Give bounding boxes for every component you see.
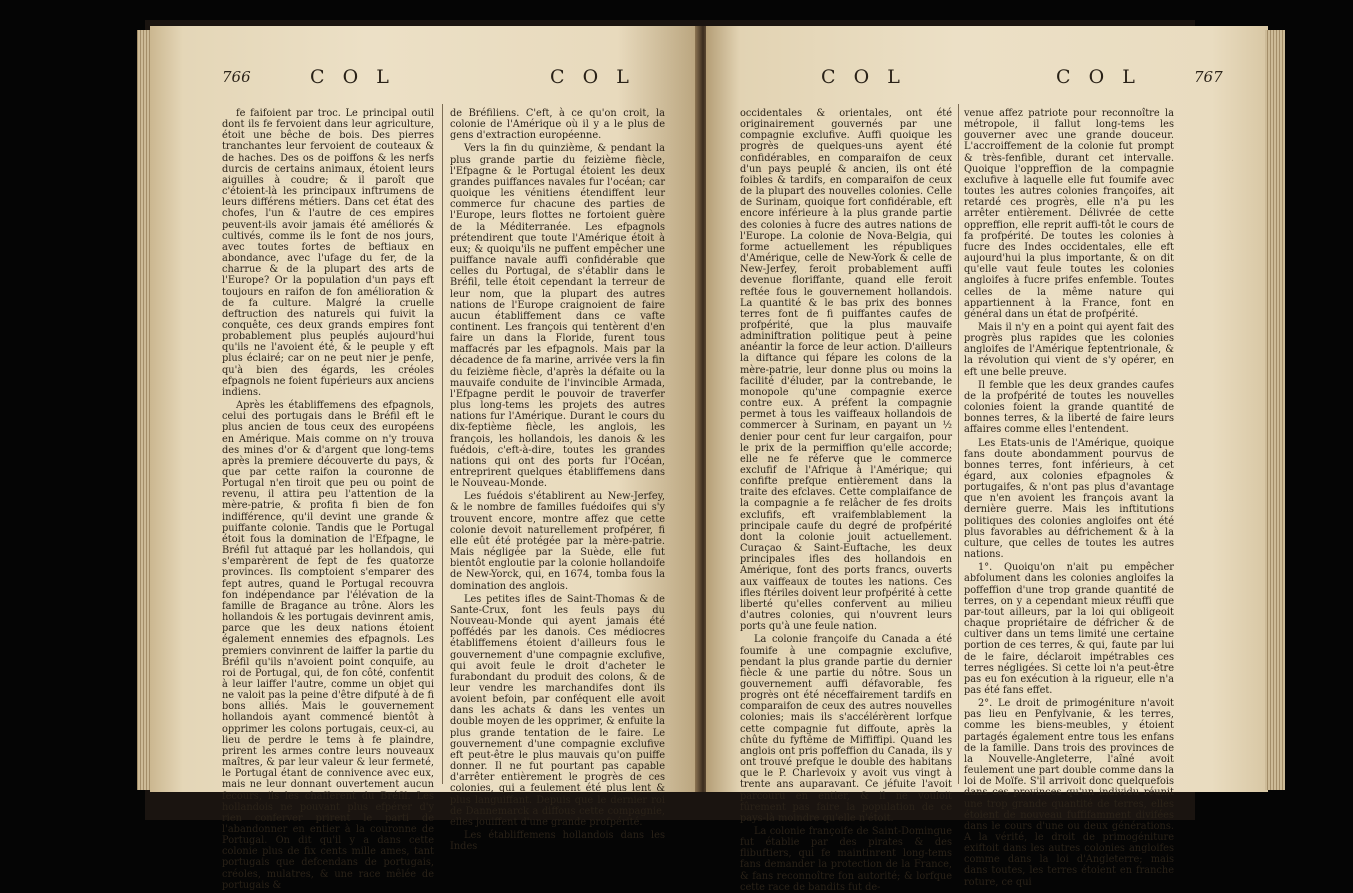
column-rule (442, 104, 443, 784)
paragraph: occidentales & orientales, ont été originairement gouvernés par une compagnie exclufive. Auffi quoique les progrès de quelques-uns ayent été confidérables, en comparaifon de ceux d'un pays peuplé & ancien, ils ont été foibles & tardifs, en comparaifon de ceux de la plupart des nouvelles colonies. Celle de Surinam, quoique fort confidérable, eft encore inférieure à la plus grande partie des colonies à fucre des autres nations de l'Europe. La colonie de Nova-Belgia, qui forme actuellement les républiques d'Amérique, celle de New-York & celle de New-Jerfey, feroit probablement auffi devenue floriffante, quand elle feroit reftée fous le gouvernement hollandois. La quantité & le bas prix des bonnes terres font de fi puiffantes caufes de profpérité, que la plus mauvaife adminiftration politique peut à peine anéantir la force de leur action. D'ailleurs la diftance qui fépare les colons de la mère-patrie, leur donne plus ou moins la facilité d'éluder, par la contrebande, le monopole qu'une compagnie exerce contre eux. A préfent la compagnie permet à tous les vaiffeaux hollandois de commercer à Surinam, en payant un ½ denier pour cent fur leur cargaifon, pour le prix de la permiffion qu'elle accorde; elle ne fe réferve que le commerce exclufif de l'Afrique à l'Amérique; qui confifte prefque entièrement dans la traite des efclaves. Cette complaifance de la compagnie a fe relâcher de fes droits exclufifs, eft vraifemblablement la principale caufe du degré de profpérité dont la colonie jouit actuellement. Curaçao & Saint-Euftache, les deux principales ifles des hollandois en Amérique, font des ports francs, ouverts aux vaiffeaux de toutes les nations. Ces ifles ftériles doivent leur profpérité à cette liberté qu'elles confervent au milieu d'autres colonies, qui n'ouvrent leurs ports qu'à une feule nation. (740, 108, 953, 633)
page-number: 767 (1194, 68, 1223, 86)
running-head-left: C O L (821, 66, 906, 88)
paragraph: fe faifoient par troc. Le principal outil dont ils fe fervoient dans leur agriculture, étoit une bêche de bois. Des pierres tranchantes leur fervoient de couteaux & de haches. Des os de poiffons & les nerfs durcis de certains animaux, étoient leurs aiguilles à coudre; & il paroît que c'étoient-là les principaux inftrumens de leurs différens métiers. Dans cet état des chofes, l'un & l'autre de ces empires peuvent-ils avoir jamais été améliorés & cultivés, comme ils le font de nos jours, avec toutes fortes de beftiaux en abondance, avec l'ufage du fer, de la charrue & de la plupart des arts de l'Europe? Or la population d'un pays eft toujours en raifon de fon amélioration & de fa culture. Malgré la cruelle deftruction des naturels qui fuivit la conquête, ces deux grands empires font probablement plus peuplés aujourd'hui qu'ils ne l'avoient été, & le peuple y eft plus éclairé; car on ne peut nier je penfe, qu'à bien des égards, les créoles efpagnols ne foient fupérieurs aux anciens indiens. (222, 108, 434, 398)
paragraph: Vers la fin du quinzième, & pendant la plus grande partie du feizième fiècle, l'Efpagne & le Portugal étoient les deux grandes puiffances navales fur l'océan; car quoique les vénitiens étendiffent leur commerce fur chacune des parties de l'Europe, leurs flottes ne fortoient guère de la Méditerranée. Les efpagnols prétendirent que toute l'Amérique étoit à eux; & quoiqu'ils ne puffent empêcher une puiffance navale auffi confidérable que celles du Portugal, de s'établir dans le Bréfil, telle étoit cependant la terreur de leur nom, que la plupart des autres nations de l'Europe craignoient de faire aucun établiffement dans ce vafte continent. Les françois qui tentèrent d'en faire un dans la Floride, furent tous maffacrés par les efpagnols. Mais par la décadence de fa marine, arrivée vers la fin du feizième fiècle, d'après la défaite ou la mauvaife conduite de l'invincible Armada, l'Efpagne perdit le pouvoir de traverfer plus long-tems les projets des autres nations fur l'Amérique. Durant le cours du dix-feptième fiècle, les anglois, les françois, les hollandois, les danois & les fuédois, c'eft-à-dire, toutes les grandes nations qui ont des ports fur l'Océan, entreprirent quelques établiffemens dans le Nouveau-Monde. (450, 143, 665, 490)
running-head-right: C O L (1056, 66, 1141, 88)
column-rule (958, 104, 959, 784)
paragraph: de Bréfiliens. C'eft, à ce qu'on croit, la colonie de l'Amérique où il y a le plus de gens d'extraction européenne. (450, 108, 665, 142)
right-page (706, 26, 1268, 893)
text-column-2 (450, 108, 666, 853)
page-number: 766 (222, 68, 251, 86)
paragraph: 2°. Le droit de primogéniture n'avoit pas lieu en Penfylvanie, & les terres, comme les biens-meubles, y étoient partagés également entre tous les enfans de la famille. Dans trois des provinces de la Nouvelle-Angleterre, l'aîné avoit feulement une part double comme dans la loi de Moïfe. S'il arrivoit donc quelquefois dans ces provinces qu'un individu réunit une trop grande quantité de terres, elles étoient de nouveau fuffifamment divifées dans le cours d'une ou deux générations. A la vérité, le droit de primogéniture exiftoit dans les autres colonies angloifes comme dans la loi d'Angleterre; mais dans toutes, les terres étoient en franche roture, ce qui (964, 698, 1174, 888)
page-edges-left (137, 30, 151, 790)
running-head-right: C O L (550, 66, 635, 88)
paragraph: La colonie françoife du Canada a été foumife à une compagnie exclufive, pendant la plus grande partie du dernier fiècle & une partie du nôtre. Sous un gouvernement auffi défavorable, fes progrès ont été néceffairement tardifs en comparaifon de ceux des autres nouvelles colonies; mais ils s'accélérèrent lorfque cette compagnie fut diffoute, après la chûte du fyftême de Miffiffipi. Quand les anglois ont pris poffeffion du Canada, ils y ont trouvé prefque le double des habitans que le P. Charlevoix y avoit vus vingt à trente ans auparavant. Ce jéfuite l'avoit parcouru en entier, & il ne vouloit fûrement pas faire la population de ce pays-là moindre qu'elle n'étoit. (740, 634, 952, 824)
paragraph: Les Etats-unis de l'Amérique, quoique fans doute abondamment pourvus de bonnes terres, font inférieurs, à cet égard, aux colonies efpagnoles & portugaifes, & n'ont pas plus d'avantage que n'en avoient les françois avant la dernière guerre. Mais les inftitutions politiques des colonies angloifes ont été plus favorables au défrichement & à la culture, que celles de toutes les autres nations. (964, 437, 1174, 561)
paragraph: Il femble que les deux grandes caufes de la profpérité de toutes les nouvelles colonies foient la grande quantité de bonnes terres, & la liberté de faire leurs affaires comme elles l'entendent. (964, 379, 1174, 436)
text-column-1 (222, 108, 434, 891)
paragraph: Les établiffemens hollandois dans les Indes (450, 830, 665, 853)
paragraph: 1°. Quoiqu'on n'ait pu empêcher abfolument dans les colonies angloifes la poffeffion d'une trop grande quantité de terres, on y a cependant mieux réuffi que par-tout ailleurs, par la loi qui obligeoit chaque propriétaire de défricher & de cultiver dans un tems limité une certaine portion de ces terres, & qui, faute par lui de le faire, déclaroit impétrables ces terres négligées. Si cette loi n'a peut-être pas eu fon exécution à la rigueur, elle n'a pas été fans effet. (964, 562, 1174, 696)
text-column-1 (740, 108, 953, 893)
left-page (150, 26, 700, 891)
paragraph: Après les établiffemens des efpagnols, celui des portugais dans le Bréfil eft le plus ancien de tous ceux des européens en Amérique. Mais comme on n'y trouva des mines d'or & d'argent que long-tems après la premiere découverte du pays, & que par cette raifon la couronne de Portugal n'en tiroit que peu ou point de revenu, il attira peu l'attention de la mère-patrie, & profita fi bien de fon indifférence, qu'il devint une grande & puiffante colonie. Tandis que le Portugal étoit fous la domination de l'Efpagne, le Bréfil fut attaqué par les hollandois, qui s'emparèrent de fept de fes quatorze provinces. Ils comptoient s'emparer des fept autres, quand le Portugal recouvra fon indépendance par l'élévation de la famille de Bragance au trône. Alors les hollandois & les portugais devinrent amis, parce que les deux nations étoient également ennemies des efpagnols. Les premiers convinrent de laiffer la partie du Bréfil qu'ils n'avoient point conquife, au roi de Portugal, qui, de fon côté, confentit à leur laiffer l'autre, comme un objet qui ne valoit pas la peine d'être difputé à de fi bons alliés. Mais le gouvernement hollandois ayant commencé bientôt à opprimer les colons portugais, ceux-ci, au lieu de perdre le tems à fe plaindre, prirent les armes contre leurs nouveaux maîtres, & par leur valeur & leur fermeté, le Portugal étant de connivence avec eux, mais ne leur donnant ouvertement aucun fecours, ils les chafferent du Bréfil. Les hollandois ne pouvant plus efpérer d'y rien conferver prirent le parti de l'abandonner en entier à la couronne de Portugal. On dit qu'il y a dans cette colonie plus de fix cents mille ames, tant portugais que defcendans de portugais, créoles, mulatres, & une race mêlée de portugais & (222, 400, 434, 891)
running-head-left: C O L (310, 66, 395, 88)
paragraph: La colonie françoife de Saint-Domingue fut établie par des pirates & des flibuftiers, qui fe maintinrent long-tems fans demander la protection de la France, & fans reconnoître fon autorité; & lorfque cette race de bandits fut de- (740, 826, 952, 893)
paragraph: venue affez patriote pour reconnoître la métropole, il fallut long-tems les gouverner avec une grande douceur. L'accroiffement de la colonie fut prompt & très-fenfible, durant cet intervalle. Quoique l'oppreffion de la compagnie exclufive à laquelle elle fut foumife avec toutes les autres colonies françoifes, ait retardé ces progrès, elle n'a pu les arrêter entièrement. Délivrée de cette oppreffion, elle reprit auffi-tôt le cours de fa profpérité. De toutes les colonies à fucre des Indes occidentales, elle eft aujourd'hui la plus importante, & on dit qu'elle vaut feule toutes les colonies angloifes à fucre prifes enfemble. Toutes celles de la même nature qui appartiennent à la France, font en général dans un état de profpérité. (964, 108, 1174, 320)
paragraph: Les fuédois s'établirent au New-Jerfey, & le nombre de familles fuédoifes qui s'y trouvent encore, montre affez que cette colonie devoit naturellement profpérer, fi elle eût été protégée par la mère-patrie. Mais négligée par la Suède, elle fut bientôt engloutie par la colonie hollandoife de New-Yorck, qui, en 1674, tomba fous la domination des anglois. (450, 491, 665, 592)
text-column-2 (964, 108, 1174, 888)
page-edges-right (1265, 30, 1285, 790)
paragraph: Les petites ifles de Saint-Thomas & de Sante-Crux, font les feuls pays du Nouveau-Monde qui ayent jamais été poffédés par les danois. Ces médiocres établiffemens étoient d'ailleurs fous le gouvernement d'une compagnie exclufive, qui avoit feule le droit d'acheter le furabondant du produit des colons, & de leur vendre les marchandifes dont ils avoient befoin, par conféquent elle avoit dans les achats & dans les ventes un double moyen de les opprimer, & enfuite la plus grande tentation de le faire. Le gouvernement d'une compagnie exclufive eft peut-être le plus mauvais qu'on puiffe donner. Il ne fut pourtant pas capable d'arrêter entièrement le progrès de ces colonies, qui a feulement été plus lent & plus languiffant. Depuis que le dernier roi de Dannemarck a diffous cette compagnie, elles jouiffent d'une grande profpérité. (450, 593, 666, 828)
paragraph: Mais il n'y en a point qui ayent fait des progrès plus rapides que les colonies angloifes de l'Amérique feptentrionale, & la révolution qui vient de s'y opérer, en eft une belle preuve. (964, 321, 1174, 378)
